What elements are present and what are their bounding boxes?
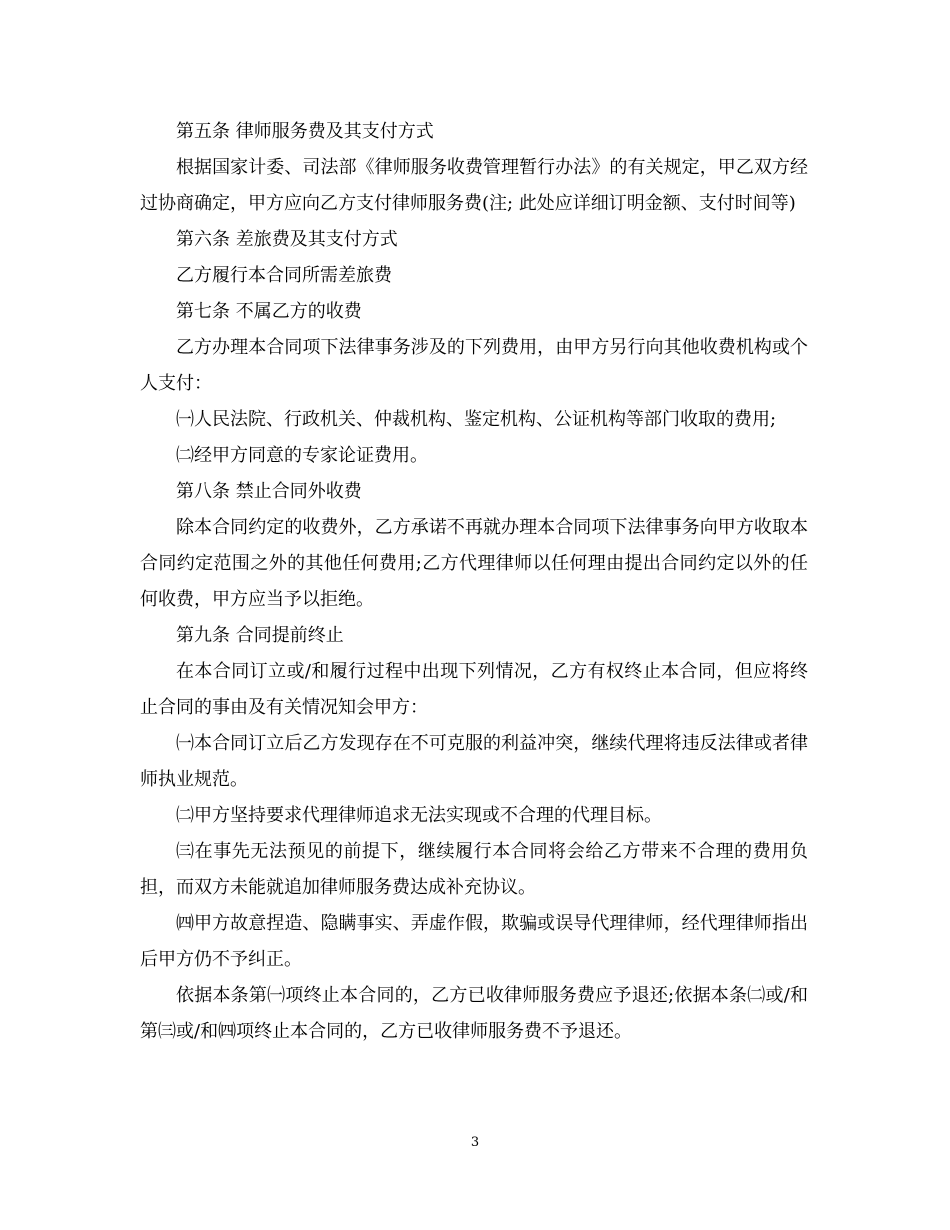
- article-5-heading: 第五条 律师服务费及其支付方式: [176, 121, 434, 142]
- article-9-item-2: ㈡甲方坚持要求代理律师追求无法实现或不合理的代理目标。: [176, 805, 662, 826]
- article-9-item-4: ㈣甲方故意捏造、隐瞒事实、弄虚作假，欺骗或误导代理律师，经代理律师指出后甲方仍不予纠正。: [140, 913, 808, 970]
- article-7-item-1: ㈠人民法院、行政机关、仲裁机构、鉴定机构、公证机构等部门收取的费用;: [176, 409, 777, 430]
- article-7-heading: 第七条 不属乙方的收费: [176, 301, 362, 322]
- document-body: [140, 114, 808, 1050]
- article-9-heading: 第九条 合同提前终止: [176, 625, 344, 646]
- article-8-text: 除本合同约定的收费外，乙方承诺不再就办理本合同项下法律事务向甲方收取本合同约定范围之外的其他任何费用;乙方代理律师以任何理由提出合同约定以外的任何收费，甲方应当予以拒绝。: [140, 517, 808, 610]
- article-5-text: 根据国家计委、司法部《律师服务收费管理暂行办法》的有关规定，甲乙双方经过协商确定，甲方应向乙方支付律师服务费(注; 此处应详细订明金额、支付时间等): [140, 157, 808, 214]
- article-7-text: 乙方办理本合同项下法律事务涉及的下列费用，由甲方另行向其他收费机构或个人支付：: [140, 337, 808, 394]
- article-8-heading: 第八条 禁止合同外收费: [176, 481, 362, 502]
- article-6-text: 乙方履行本合同所需差旅费: [176, 265, 392, 286]
- article-9-text: 在本合同订立或/和履行过程中出现下列情况，乙方有权终止本合同，但应将终止合同的事由及有关情况知会甲方：: [140, 661, 808, 718]
- article-9-refund-clause: 依据本条第㈠项终止本合同的，乙方已收律师服务费应予退还;依据本条㈡或/和第㈢或/和㈣项终止本合同的，乙方已收律师服务费不予退还。: [140, 985, 808, 1042]
- article-7-item-2: ㈡经甲方同意的专家论证费用。: [176, 445, 428, 466]
- page-number: 3: [470, 1135, 480, 1150]
- article-6-heading: 第六条 差旅费及其支付方式: [176, 229, 398, 250]
- article-9-item-3: ㈢在事先无法预见的前提下，继续履行本合同将会给乙方带来不合理的费用负担，而双方未能就追加律师服务费达成补充协议。: [140, 841, 808, 898]
- article-9-item-1: ㈠本合同订立后乙方发现存在不可克服的利益冲突，继续代理将违反法律或者律师执业规范。: [140, 733, 808, 790]
